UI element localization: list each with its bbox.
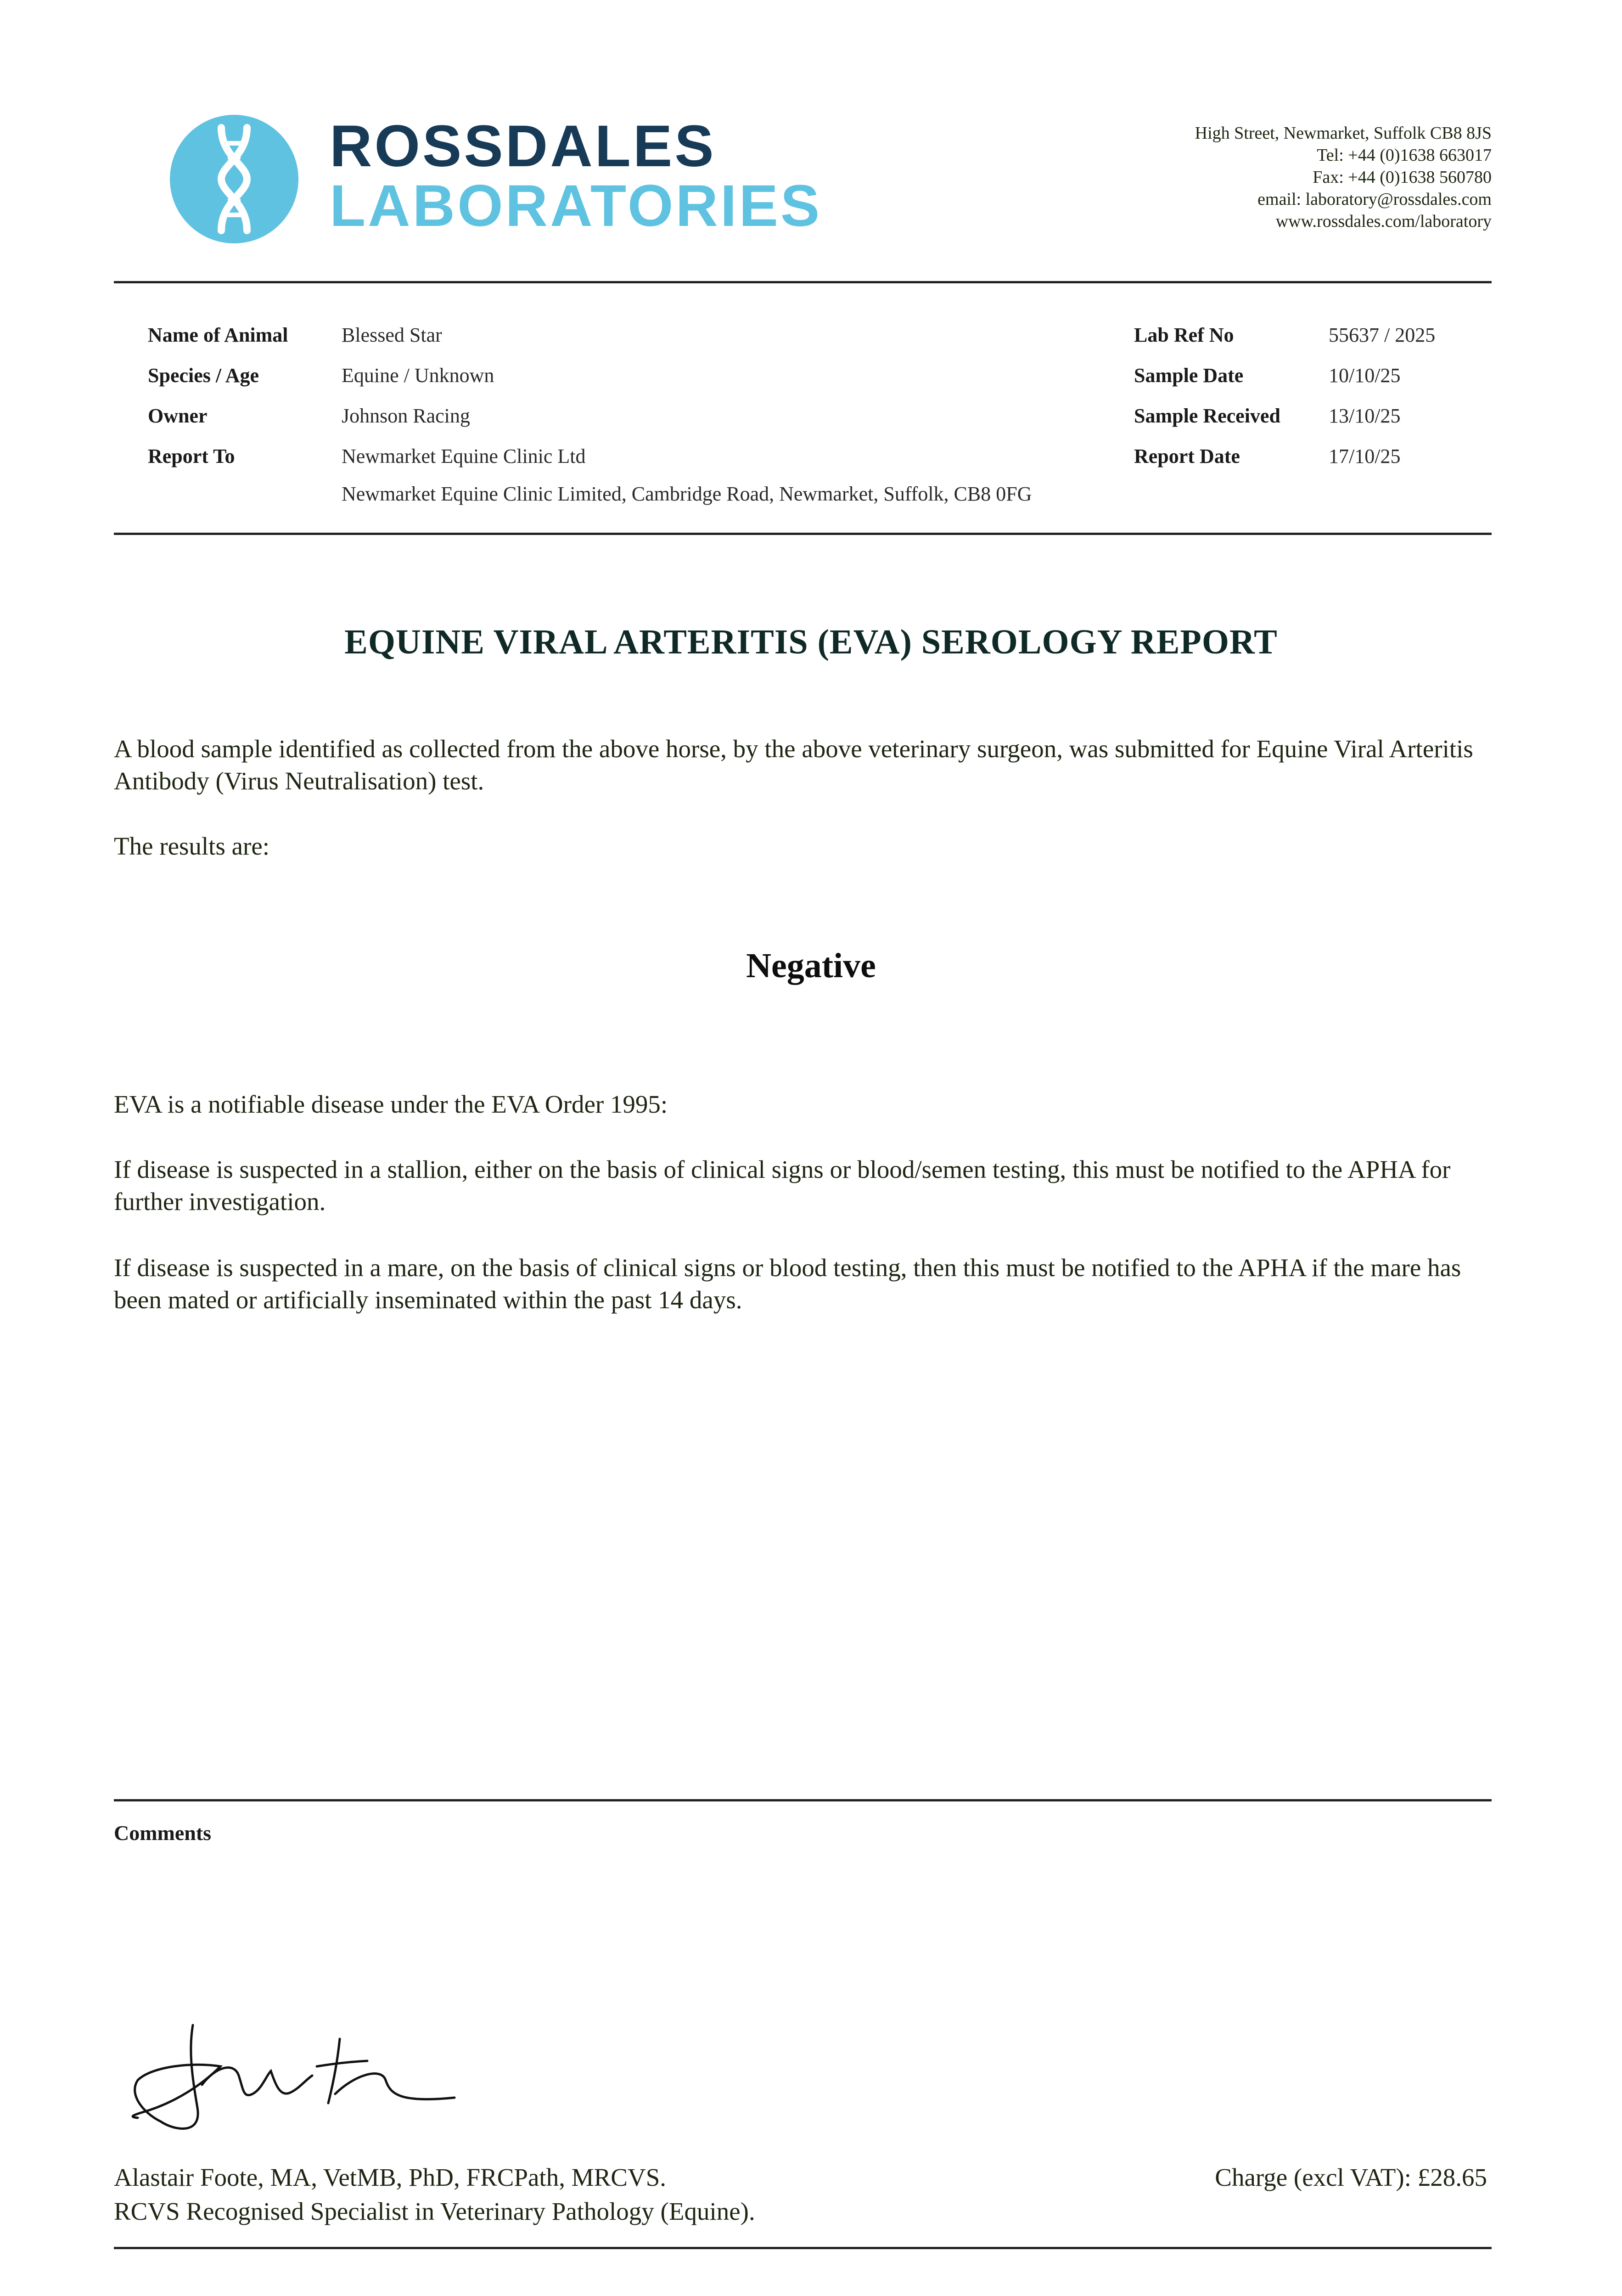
owner-label: Owner (148, 405, 208, 427)
report-date-value: 17/10/25 (1329, 445, 1401, 467)
dna-helix-icon (170, 115, 298, 243)
sample-received-label: Sample Received (1134, 405, 1280, 427)
notifiable-statement: EVA is a notifiable disease under the EVA Order 1995: (114, 1090, 668, 1118)
contact-address: High Street, Newmarket, Suffolk CB8 8JS (1195, 124, 1492, 143)
signatory-name: Alastair Foote, MA, VetMB, PhD, FRCPath, MRCVS. (114, 2163, 667, 2191)
report-title: EQUINE VIRAL ARTERITIS (EVA) SEROLOGY REPORT (344, 623, 1278, 661)
sample-date-value: 10/10/25 (1329, 364, 1401, 387)
name-of-animal-label: Name of Animal (148, 324, 288, 346)
signatory-title: RCVS Recognised Specialist in Veterinary Pathology (Equine). (114, 2197, 755, 2225)
contact-block (1195, 122, 1492, 232)
brand-name-line1: ROSSDALES (330, 113, 716, 179)
mare-notice: If disease is suspected in a mare, on the basis of clinical signs or blood testing, then this must be notified to the APHA if the mare has been mated or artificially inseminated within the past 14 days. (114, 1254, 1461, 1314)
info-divider (114, 533, 1492, 535)
signature-image (124, 2016, 473, 2140)
comments-divider (114, 1799, 1492, 1801)
species-age-label: Species / Age (148, 364, 259, 387)
test-result: Negative (746, 946, 876, 985)
contact-tel: Tel: +44 (0)1638 663017 (1317, 146, 1492, 165)
sample-received-value: 13/10/25 (1329, 405, 1401, 427)
header-divider (114, 281, 1492, 283)
owner-value: Johnson Racing (342, 405, 470, 427)
report-to-label: Report To (148, 445, 235, 467)
report-to-value: Newmarket Equine Clinic Ltd (342, 445, 586, 467)
sample-date-label: Sample Date (1134, 364, 1244, 387)
stallion-notice: If disease is suspected in a stallion, either on the basis of clinical signs or blood/semen testing, this must be notified to the APHA for further investigation. (114, 1155, 1451, 1216)
name-of-animal-value: Blessed Star (342, 324, 442, 346)
results-intro: The results are: (114, 832, 270, 860)
report-to-address: Newmarket Equine Clinic Limited, Cambridge Road, Newmarket, Suffolk, CB8 0FG (342, 483, 1032, 505)
footer-divider (114, 2247, 1492, 2249)
intro-paragraph: A blood sample identified as collected from the above horse, by the above veterinary surgeon, was submitted for Equine Viral Arteritis Antibody (Virus Neutralisation) test. (114, 735, 1473, 795)
contact-email: email: laboratory@rossdales.com (1257, 190, 1492, 209)
comments-label: Comments (114, 1821, 212, 1845)
contact-website: www.rossdales.com/laboratory (1275, 212, 1492, 231)
lab-ref-value: 55637 / 2025 (1329, 324, 1436, 346)
contact-fax: Fax: +44 (0)1638 560780 (1313, 168, 1492, 187)
charge-amount: Charge (excl VAT): £28.65 (1215, 2163, 1487, 2191)
report-date-label: Report Date (1134, 445, 1240, 467)
lab-ref-label: Lab Ref No (1134, 324, 1234, 346)
brand-name-line2: LABORATORIES (330, 173, 822, 239)
species-age-value: Equine / Unknown (342, 364, 494, 387)
